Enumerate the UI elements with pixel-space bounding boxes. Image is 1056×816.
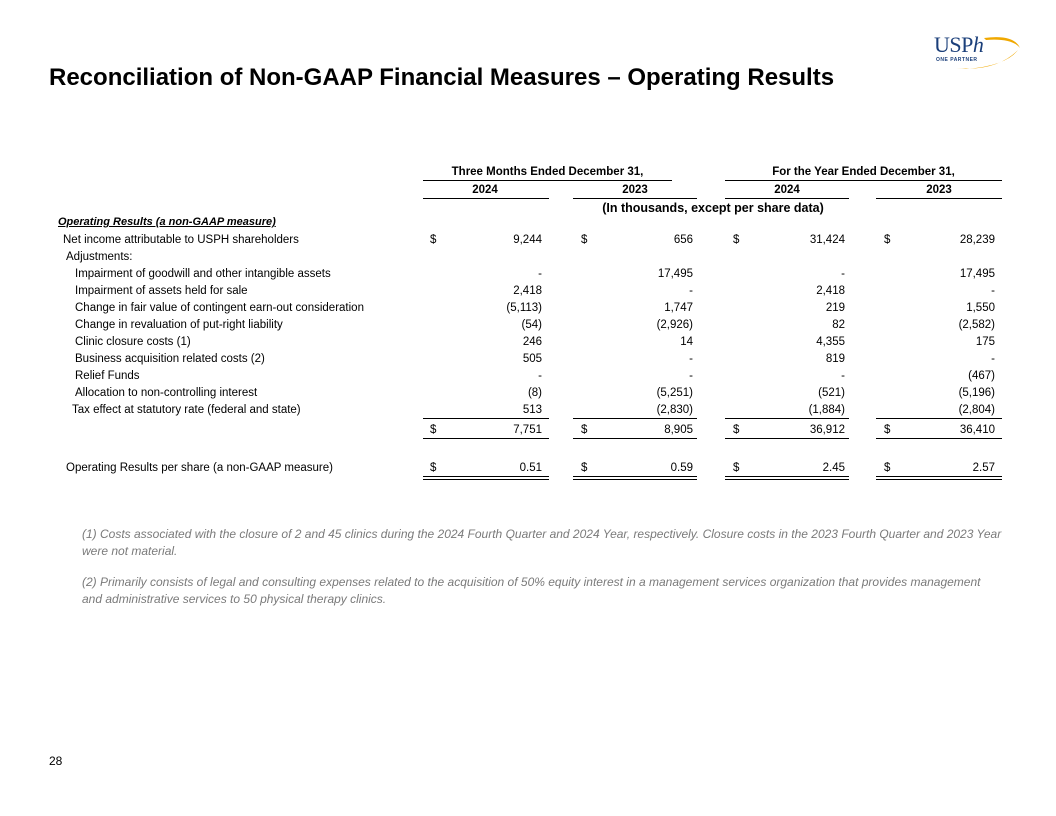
total-cell: 36,912 (809, 424, 845, 436)
total-cell: 8,905 (664, 424, 693, 436)
year-header: 2024 (774, 184, 800, 196)
year-underline (876, 198, 1002, 199)
header-underline (423, 180, 672, 181)
header-three-months: Three Months Ended December 31, (451, 166, 644, 178)
table-cell: 656 (673, 234, 693, 246)
year-header: 2023 (926, 184, 952, 196)
table-cell: - (991, 353, 995, 365)
table-cell: (521) (818, 387, 845, 399)
year-header: 2023 (622, 184, 648, 196)
row-label: Change in revaluation of put-right liability (75, 319, 283, 331)
logo-subtext: ONE PARTNER (936, 57, 978, 63)
table-cell: - (689, 370, 693, 382)
table-cell: 2,418 (513, 285, 542, 297)
row-label: Tax effect at statutory rate (federal and state) (72, 404, 301, 416)
row-label: Change in fair value of contingent earn-out consideration (75, 302, 364, 314)
year-header: 2024 (472, 184, 498, 196)
table-cell: - (689, 353, 693, 365)
table-cell: (2,830) (656, 404, 693, 416)
total-underline (573, 438, 697, 439)
table-cell: 1,550 (966, 302, 995, 314)
dollar-sign: $ (581, 234, 588, 246)
page-number: 28 (49, 754, 63, 768)
double-underline (876, 476, 1002, 477)
row-label: Impairment of assets held for sale (75, 285, 248, 297)
total-cell: 7,751 (513, 424, 542, 436)
subtotal-line (725, 418, 849, 419)
dollar-sign: $ (733, 462, 740, 474)
table-cell: (2,926) (656, 319, 693, 331)
per-share-cell: 0.51 (519, 462, 542, 474)
table-cell: 31,424 (809, 234, 845, 246)
per-share-label: Operating Results per share (a non-GAAP measure) (66, 462, 333, 474)
footnote-1: (1) Costs associated with the closure of 2 and 45 clinics during the 2024 Fourth Quarter and 2024 Year, respectively. Closure costs in the 2023 Fourth Quarter and 2023 Year were not material. (82, 527, 1002, 558)
dollar-sign: $ (430, 424, 437, 436)
table-cell: (5,251) (656, 387, 693, 399)
page-title: Reconciliation of Non-GAAP Financial Measures – Operating Results (49, 64, 835, 91)
table-cell: - (538, 370, 542, 382)
table-cell: - (841, 268, 845, 280)
row-label: Clinic closure costs (1) (75, 336, 191, 348)
total-underline (725, 438, 849, 439)
header-underline (725, 180, 1002, 181)
table-cell: 17,495 (657, 268, 693, 280)
dollar-sign: $ (581, 462, 588, 474)
header-full-year: For the Year Ended December 31, (772, 166, 955, 178)
year-underline (725, 198, 849, 199)
section-title: Operating Results (a non-GAAP measure) (58, 216, 276, 228)
row-label: Business acquisition related costs (2) (75, 353, 265, 365)
table-cell: 1,747 (664, 302, 693, 314)
table-cell: 819 (825, 353, 845, 365)
table-cell: 2,418 (816, 285, 845, 297)
table-cell: 513 (522, 404, 542, 416)
double-underline (423, 476, 549, 477)
total-cell: 36,410 (959, 424, 995, 436)
row-label: Allocation to non-controlling interest (75, 387, 258, 399)
dollar-sign: $ (430, 462, 437, 474)
dollar-sign: $ (884, 234, 891, 246)
subtotal-line (573, 418, 697, 419)
row-label: Adjustments: (66, 251, 133, 263)
table-cell: - (538, 268, 542, 280)
usph-logo (926, 28, 1022, 76)
year-underline (423, 198, 549, 199)
total-underline (876, 438, 1002, 439)
total-underline (423, 438, 549, 439)
row-label: Net income attributable to USPH shareholders (63, 234, 299, 246)
table-cell: 505 (522, 353, 542, 365)
dollar-sign: $ (733, 234, 740, 246)
table-cell: 28,239 (959, 234, 995, 246)
logo-text: USPh (934, 32, 984, 57)
table-cell: 17,495 (959, 268, 995, 280)
table-cell: (5,196) (958, 387, 995, 399)
year-underline (573, 198, 697, 199)
table-cell: 219 (825, 302, 845, 314)
double-underline (573, 479, 697, 480)
units-note: (In thousands, except per share data) (602, 201, 824, 215)
row-label: Impairment of goodwill and other intangible assets (75, 268, 331, 280)
double-underline (573, 476, 697, 477)
footnote-2: (2) Primarily consists of legal and consulting expenses related to the acquisition of 50% equity interest in a management services organization that provides management and administrative services to 50 physical therapy clinics. (82, 575, 981, 606)
row-label: Relief Funds (75, 370, 140, 382)
dollar-sign: $ (430, 234, 437, 246)
table-cell: - (841, 370, 845, 382)
table-cell: (467) (968, 370, 995, 382)
table-cell: 4,355 (816, 336, 845, 348)
table-cell: - (689, 285, 693, 297)
dollar-sign: $ (733, 424, 740, 436)
table-cell: 175 (975, 336, 995, 348)
table-cell: (5,113) (506, 302, 542, 314)
table-cell: 14 (680, 336, 693, 348)
dollar-sign: $ (884, 424, 891, 436)
per-share-cell: 0.59 (670, 462, 693, 474)
double-underline (725, 476, 849, 477)
table-cell: (2,582) (958, 319, 995, 331)
table-cell: (8) (527, 387, 542, 399)
subtotal-line (423, 418, 549, 419)
double-underline (423, 479, 549, 480)
table-cell: 9,244 (513, 234, 542, 246)
double-underline (725, 479, 849, 480)
double-underline (876, 479, 1002, 480)
table-cell: (2,804) (958, 404, 995, 416)
dollar-sign: $ (581, 424, 588, 436)
table-cell: 82 (832, 319, 845, 331)
table-cell: - (991, 285, 995, 297)
subtotal-line (876, 418, 1002, 419)
per-share-cell: 2.57 (972, 462, 995, 474)
per-share-cell: 2.45 (822, 462, 845, 474)
table-cell: 246 (522, 336, 542, 348)
table-cell: (54) (521, 319, 542, 331)
table-cell: (1,884) (808, 404, 845, 416)
dollar-sign: $ (884, 462, 891, 474)
